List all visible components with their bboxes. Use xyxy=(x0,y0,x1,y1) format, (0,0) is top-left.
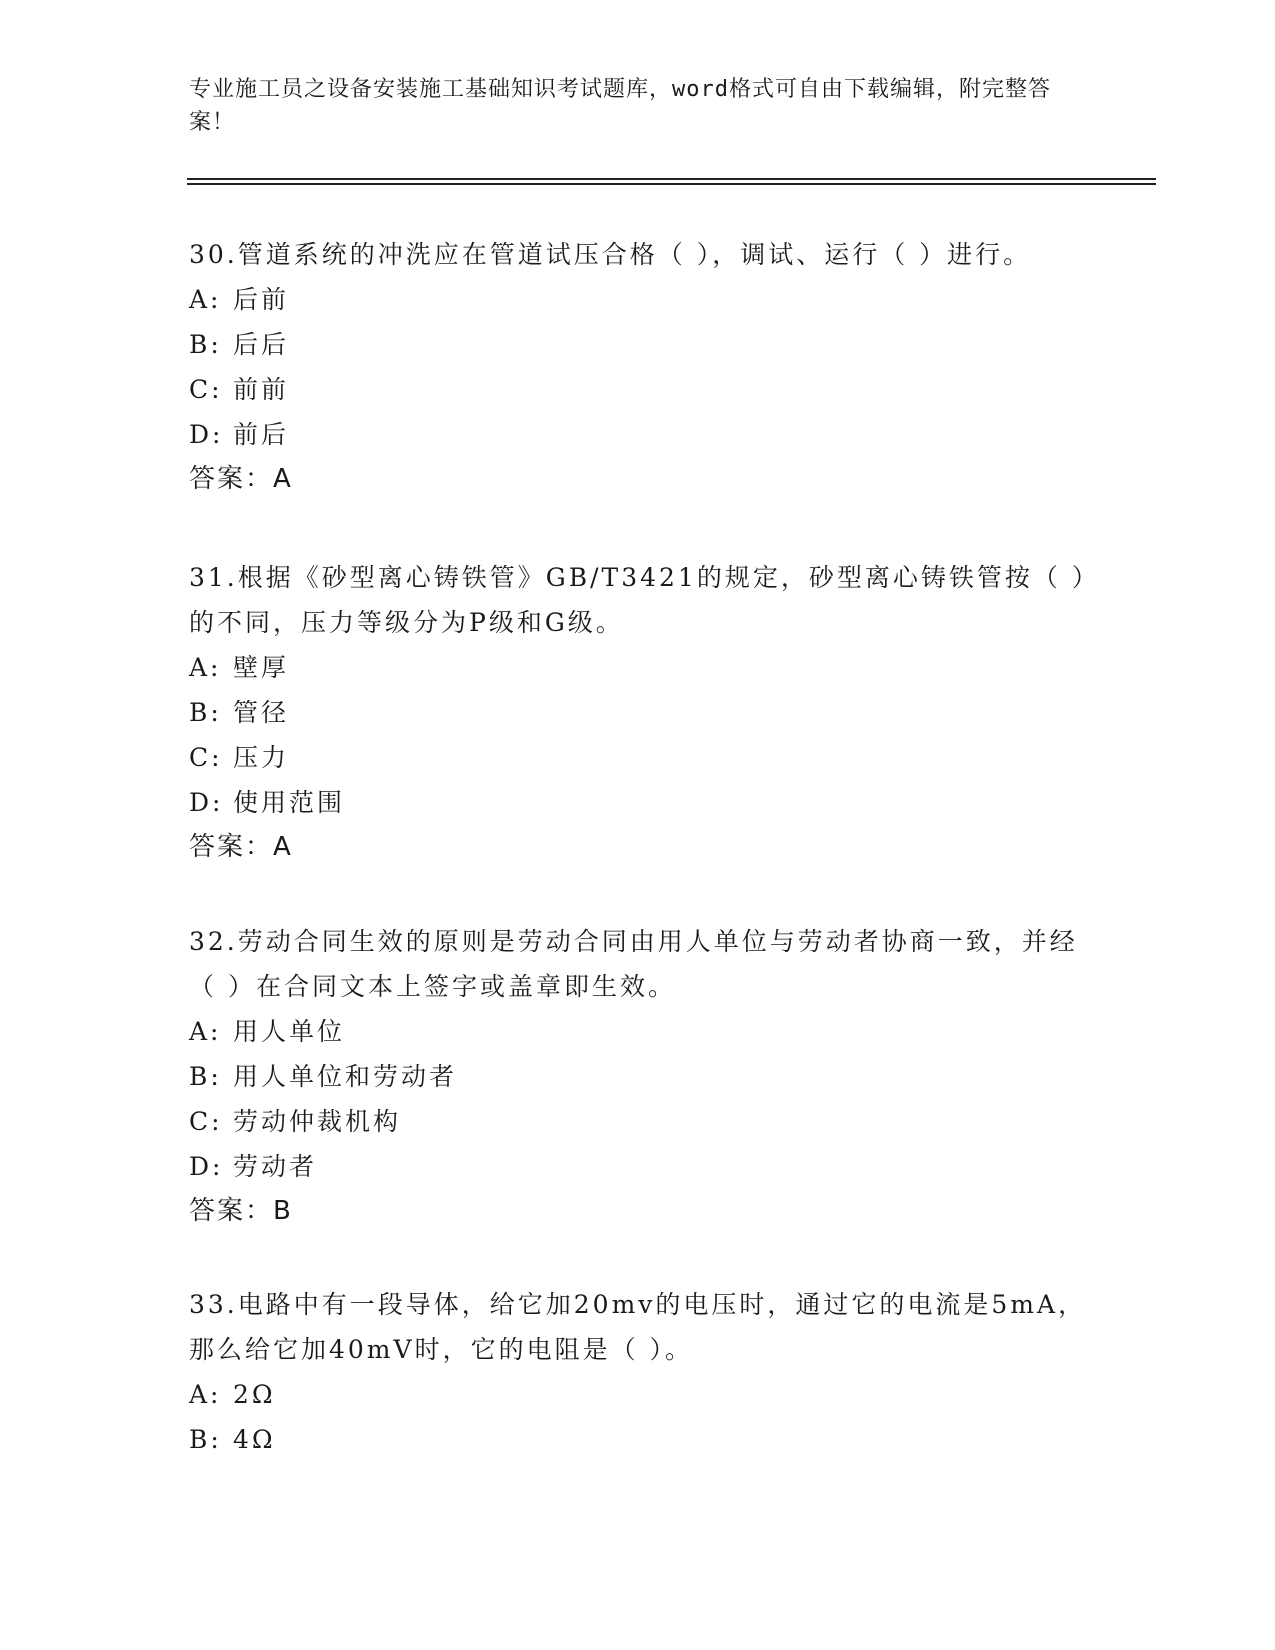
option-text: 4Ω xyxy=(233,1425,276,1454)
option-c xyxy=(189,735,1089,780)
option-c xyxy=(189,1099,1089,1144)
option-letter: B: xyxy=(189,1062,222,1091)
option-text: 压力 xyxy=(233,743,290,772)
option-d xyxy=(189,1144,1089,1189)
option-letter: D: xyxy=(189,1152,224,1181)
option-letter: B: xyxy=(189,698,222,727)
document-header: 专业施工员之设备安装施工基础知识考试题库，word格式可自由下载编辑，附完整答案！ xyxy=(189,77,1051,135)
option-text: 用人单位 xyxy=(233,1017,346,1046)
option-text: 2Ω xyxy=(233,1380,276,1409)
question-31 xyxy=(189,555,1089,870)
answer-line: 答案：A xyxy=(189,464,293,494)
option-b xyxy=(189,1417,1089,1462)
option-text: 后前 xyxy=(233,285,290,314)
option-letter: C: xyxy=(189,1107,223,1136)
answer-line: 答案：A xyxy=(189,832,293,862)
option-letter: A: xyxy=(189,1380,222,1409)
question-text: 30.管道系统的冲洗应在管道试压合格（ ），调试、运行（ ）进行。 xyxy=(189,240,1032,269)
option-letter: B: xyxy=(189,330,222,359)
option-letter: A: xyxy=(189,1017,222,1046)
header-divider-top xyxy=(187,178,1156,180)
option-text: 管径 xyxy=(233,698,290,727)
option-letter: D: xyxy=(189,788,224,817)
option-text: 前前 xyxy=(233,375,290,404)
question-30 xyxy=(189,232,1089,502)
option-text: 使用范围 xyxy=(233,788,346,817)
option-d xyxy=(189,412,1089,457)
option-c xyxy=(189,367,1089,412)
option-b xyxy=(189,1054,1089,1099)
option-text: 劳动仲裁机构 xyxy=(233,1107,402,1136)
question-text: 32.劳动合同生效的原则是劳动合同由用人单位与劳动者协商一致，并经（ ）在合同文本上签字或盖章即生效。 xyxy=(189,927,1078,1001)
question-text: 33.电路中有一段导体，给它加20mv的电压时，通过它的电流是5mA，那么给它加40mV时，它的电阻是（ ）。 xyxy=(189,1290,1087,1364)
option-a xyxy=(189,1009,1089,1054)
option-d xyxy=(189,780,1089,825)
option-letter: C: xyxy=(189,375,223,404)
option-a xyxy=(189,1372,1089,1417)
option-text: 后后 xyxy=(233,330,290,359)
option-letter: A: xyxy=(189,285,222,314)
option-a xyxy=(189,277,1089,322)
answer-line: 答案：B xyxy=(189,1196,293,1226)
option-letter: C: xyxy=(189,743,223,772)
option-text: 用人单位和劳动者 xyxy=(233,1062,458,1091)
question-32 xyxy=(189,919,1089,1234)
option-letter: B: xyxy=(189,1425,222,1454)
option-b xyxy=(189,690,1089,735)
option-letter: A: xyxy=(189,653,222,682)
option-letter: D: xyxy=(189,420,224,449)
option-text: 劳动者 xyxy=(233,1152,318,1181)
header-divider-bottom xyxy=(187,183,1156,185)
option-a xyxy=(189,645,1089,690)
question-33 xyxy=(189,1282,1089,1462)
question-text: 31.根据《砂型离心铸铁管》GB/T3421的规定，砂型离心铸铁管按（ ）的不同，压力等级分为P级和G级。 xyxy=(189,563,1088,637)
option-b xyxy=(189,322,1089,367)
option-text: 壁厚 xyxy=(233,653,290,682)
option-text: 前后 xyxy=(233,420,290,449)
